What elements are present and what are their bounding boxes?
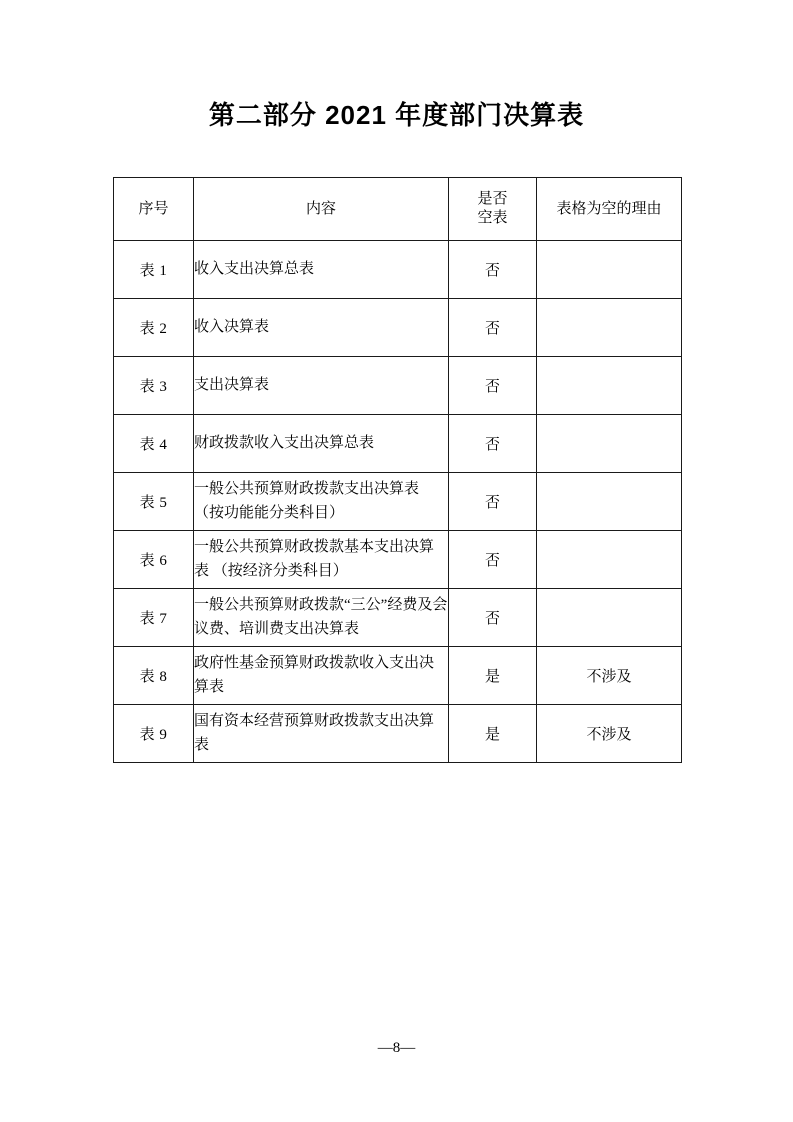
row-is-empty: 否 [449,357,537,415]
table-row [114,473,682,531]
header-cell-is-empty [449,178,537,241]
row-reason [537,241,682,299]
header-is-empty-line1: 是否 [477,191,508,208]
row-no: 表 5 [114,473,194,531]
table-row [114,357,682,415]
header-is-empty-line2: 空表 [477,210,508,226]
row-is-empty: 否 [449,589,537,647]
row-content: 一般公共预算财政拨款基本支出决算表 （按经济分类科目） [194,531,449,589]
row-is-empty: 否 [449,473,537,531]
row-content: 财政拨款收入支出决算总表 [194,415,449,473]
row-is-empty: 否 [449,531,537,589]
table-header [114,178,682,241]
row-content: 一般公共预算财政拨款“三公”经费及会议费、培训费支出决算表 [194,589,449,647]
row-reason [537,589,682,647]
table-row [114,415,682,473]
row-no: 表 7 [114,589,194,647]
row-is-empty: 否 [449,415,537,473]
row-no: 表 1 [114,241,194,299]
row-content: 国有资本经营预算财政拨款支出决算表 [194,705,449,763]
table-header-row [114,178,682,241]
header-cell-no: 序号 [114,178,194,241]
row-no: 表 4 [114,415,194,473]
table-row [114,531,682,589]
page-title: 第二部分 2021 年度部门决算表 [208,100,585,130]
budget-tables-list [113,177,681,763]
row-content: 一般公共预算财政拨款支出决算表（按功能能分类科目） [194,473,449,531]
row-is-empty: 否 [449,241,537,299]
row-content: 政府性基金预算财政拨款收入支出决算表 [194,647,449,705]
row-reason: 不涉及 [537,705,682,763]
table-body [114,241,682,763]
page-number: —8— [377,1040,416,1056]
row-no: 表 2 [114,299,194,357]
row-reason [537,357,682,415]
row-no: 表 3 [114,357,194,415]
row-reason [537,531,682,589]
table-row [114,241,682,299]
header-cell-reason: 表格为空的理由 [537,178,682,241]
row-content: 收入支出决算总表 [194,241,449,299]
row-is-empty: 否 [449,299,537,357]
row-reason [537,473,682,531]
table-row [114,299,682,357]
row-reason: 不涉及 [537,647,682,705]
row-content: 收入决算表 [194,299,449,357]
row-reason [537,299,682,357]
header-cell-content: 内容 [194,178,449,241]
row-reason [537,415,682,473]
row-is-empty: 是 [449,705,537,763]
table-row [114,647,682,705]
row-content: 支出决算表 [194,357,449,415]
row-no: 表 9 [114,705,194,763]
decl-table [113,177,682,763]
row-no: 表 6 [114,531,194,589]
table-row [114,705,682,763]
row-no: 表 8 [114,647,194,705]
table-row [114,589,682,647]
row-is-empty: 是 [449,647,537,705]
